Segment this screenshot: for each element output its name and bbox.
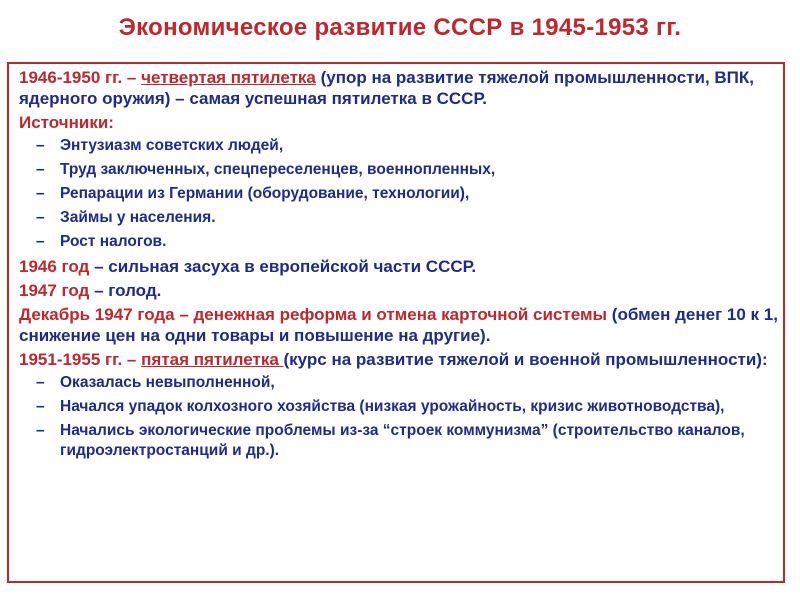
dash-marker: – — [36, 185, 45, 202]
monetary-reform — [19, 304, 789, 346]
fourth-five-year-plan — [19, 67, 789, 109]
dash-marker: – — [36, 209, 45, 226]
sources-heading: Источники: — [19, 113, 114, 132]
list-item: – Репарации из Германии (оборудование, технологии), — [36, 185, 470, 202]
list-item: – Начались экологические проблемы из-за “строек коммунизма” (строительство каналов, гидроэлектростанций и др.). — [36, 422, 745, 459]
list-item: – Труд заключенных, спецпереселенцев, военнопленных, — [36, 161, 496, 178]
slide-content — [19, 67, 789, 465]
plan4-desc: (упор на развитие тяжелой промышленности, ВПК, ядерного оружия) – самая успешная пятилетка в СССР. — [19, 68, 754, 108]
fifth-five-year-plan — [19, 349, 789, 370]
drought-1946 — [19, 256, 789, 277]
dash-marker: – — [36, 233, 45, 250]
slide-title: Экономическое развитие СССР в 1945-1953 гг. — [118, 14, 682, 41]
plan5-name: пятая пятилетка — [141, 350, 284, 369]
reform-lead: Декабрь 1947 года – денежная реформа и отмена карточной системы — [19, 305, 608, 324]
famine-text: – голод. — [89, 281, 162, 300]
sources-list — [19, 136, 789, 252]
dash-marker: – — [36, 422, 45, 439]
plan5-results-list — [19, 373, 789, 461]
reform-detail: (обмен денег 10 к 1, снижение цен на одни товары и повышение на другие). — [19, 305, 778, 345]
dash-marker: – — [36, 137, 45, 154]
list-item: – Оказалась невыполненной, — [36, 374, 275, 391]
drought-text: – сильная засуха в европейской части СССР. — [89, 257, 477, 276]
famine-1947 — [19, 280, 789, 301]
dash-marker: – — [36, 161, 45, 178]
drought-year: 1946 год — [19, 257, 90, 276]
list-item: – Рост налогов. — [36, 233, 167, 250]
list-item: – Энтузиазм советских людей, — [36, 137, 284, 154]
plan4-years: 1946-1950 гг. – — [19, 68, 142, 87]
dash-marker: – — [36, 398, 45, 415]
plan4-name: четвертая пятилетка — [141, 68, 316, 87]
list-item: – Займы у населения. — [36, 209, 216, 226]
plan5-years: 1951-1955 гг. – — [19, 350, 142, 369]
dash-marker: – — [36, 374, 45, 391]
plan5-desc: (курс на развитие тяжелой и военной промышленности): — [283, 350, 768, 369]
famine-year: 1947 год — [19, 281, 90, 300]
list-item: – Начался упадок колхозного хозяйства (низкая урожайность, кризис животноводства), — [36, 398, 725, 415]
